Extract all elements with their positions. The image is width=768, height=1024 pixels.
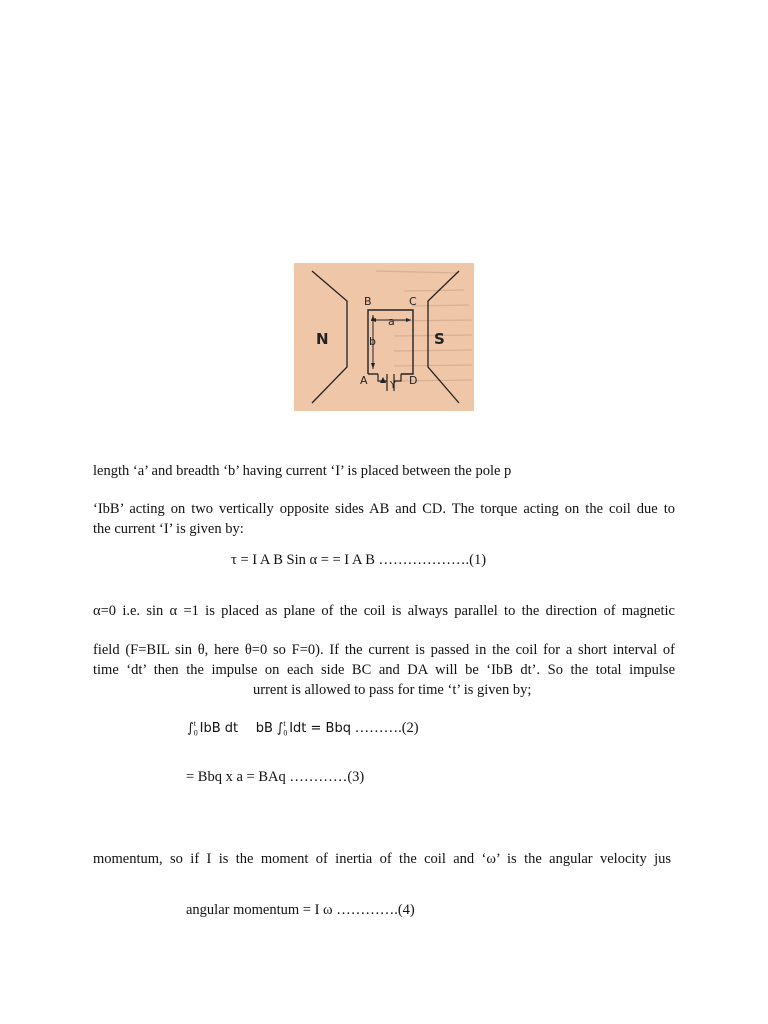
label-A: A xyxy=(360,374,368,387)
label-Y: Y xyxy=(390,380,397,391)
paragraph-line-3: the current ‘I’ is given by: xyxy=(93,521,244,537)
equation-3: = Bbq x a = BAq …………(3) xyxy=(186,769,365,785)
equation-2 xyxy=(187,714,419,744)
label-N: N xyxy=(316,330,329,348)
paragraph-line-7: urrent is allowed to pass for time ‘t’ is given by; xyxy=(253,682,532,698)
integral-upper-1: t xyxy=(193,719,197,728)
equation-1: τ = I A B Sin α = = I A B ……………….(1) xyxy=(231,552,487,568)
paragraph-line-2: ‘IbB’ acting on two vertically opposite sides AB and CD. The torque acting on the coil due to xyxy=(93,501,675,517)
equation-2-term-3: Idt = Bbq xyxy=(289,720,351,736)
coil-diagram-figure xyxy=(294,263,474,411)
integral-lower-2: 0 xyxy=(283,728,288,738)
label-S: S xyxy=(434,330,445,348)
equation-2-term-1: IbB dt xyxy=(199,720,239,736)
label-b: b xyxy=(369,335,376,348)
paragraph-line-1: length ‘a’ and breadth ‘b’ having current ‘I’ is placed between the pole p xyxy=(93,463,512,479)
label-D: D xyxy=(409,374,418,387)
label-B: B xyxy=(364,295,372,308)
equation-4: angular momentum = I ω ………….(4) xyxy=(186,902,415,918)
label-C: C xyxy=(409,295,417,308)
coil-diagram xyxy=(294,263,474,411)
paragraph-line-6: time ‘dt’ then the impulse on each side BC and DA will be ‘IbB dt’. So the total impulse xyxy=(93,662,675,678)
label-a: a xyxy=(388,315,395,328)
equation-2-term-2: bB xyxy=(255,720,273,736)
equation-2-number: ……….(2) xyxy=(350,719,419,736)
integral-upper-2: t xyxy=(283,719,286,728)
paragraph-line-5: field (F=BIL sin θ, here θ=0 so F=0). If the current is passed in the coil for a short interval of xyxy=(93,642,675,658)
paragraph-line-4: α=0 i.e. sin α =1 is placed as plane of the coil is always parallel to the direction of magnetic xyxy=(93,603,675,619)
paragraph-line-8: momentum, so if I is the moment of inertia of the coil and ‘ω’ is the angular velocity jus xyxy=(93,851,671,867)
integral-lower-1: 0 xyxy=(193,728,198,738)
integral-symbol-1: ∫ xyxy=(187,720,194,736)
integral-symbol-2: ∫ xyxy=(276,720,284,736)
